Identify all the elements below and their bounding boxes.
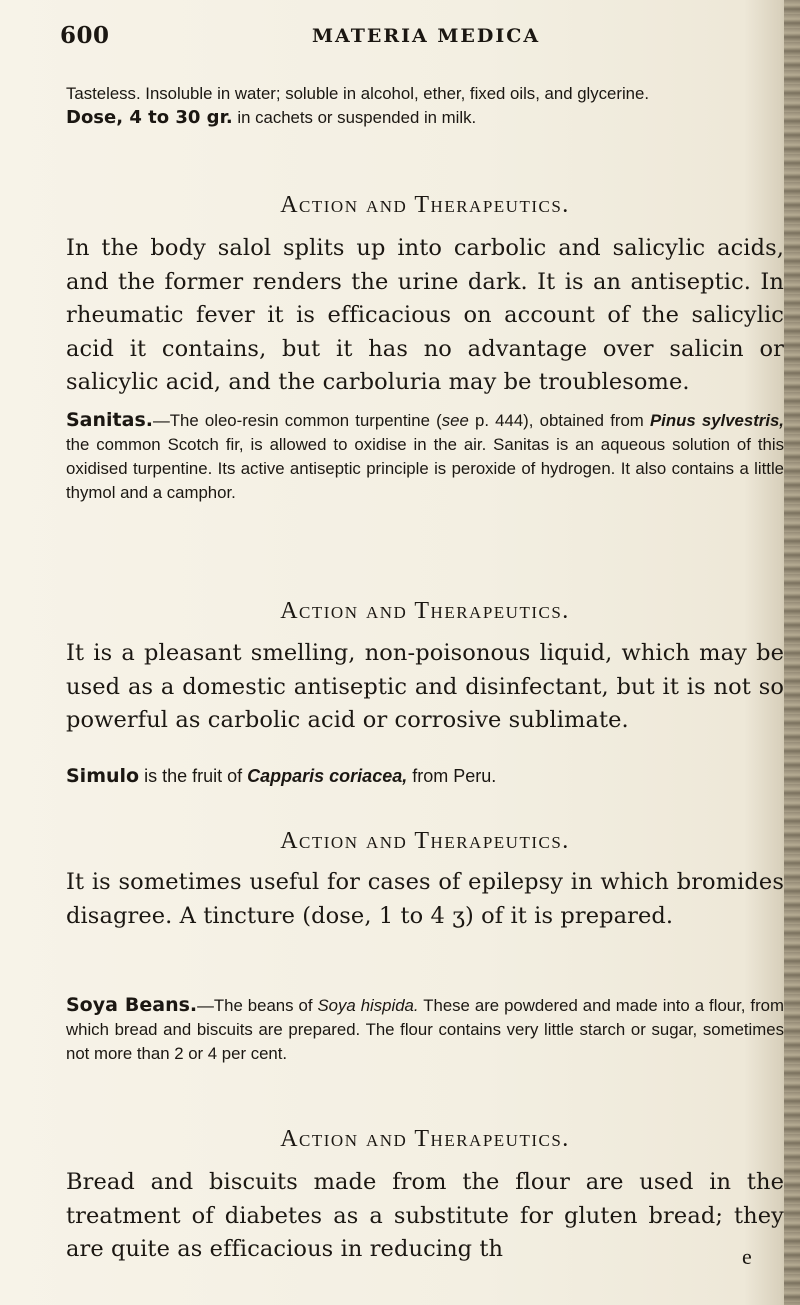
simulo-name: Simulo [66,765,140,787]
sanitas-desc-1: —The oleo-resin common turpentine ( [152,411,442,430]
sanitas-latin-name: Pinus sylvestris, [649,411,784,430]
salol-action-heading-block [66,190,784,220]
simulo-section [66,764,784,788]
sanitas-action-heading-block [66,596,784,626]
salol-action-body-block [66,232,784,400]
sanitas-name: Sanitas. [66,409,153,431]
running-title: MATERIA MEDICA [312,25,541,47]
simulo-action-heading-block [66,826,784,856]
sanitas-action-body: It is a pleasant smelling, non-poisonous liquid, which may be used as a domestic antiseptic and disinfectant, but it is not so powerful as carbolic acid or corrosive sublimate. [66,640,784,733]
soya-desc-1: —The beans of [197,996,318,1015]
soya-desc-2: These are powdered and made into a flour, from which bread and biscuits are prepared. The flour contains very little starch or sugar, sometimes not more than 2 or 4 per cent. [66,996,784,1063]
salol-section [66,82,784,130]
simulo-description [66,764,784,788]
soya-action-heading-block [66,1124,784,1154]
sanitas-action-body-block [66,637,784,738]
soya-action-body-block [66,1166,784,1267]
salol-dose-label: Dose, 4 to 30 gr. [66,107,233,128]
page-number: 600 [60,22,110,49]
salol-dose [66,106,784,130]
sanitas-desc-see: see [441,411,469,430]
simulo-action-body-block [66,866,784,933]
sanitas-section [66,408,784,505]
salol-action-heading: Action and Therapeutics. [280,192,570,218]
soya-latin-name: Soya hispida. [317,996,419,1015]
sanitas-desc-2: p. 444), obtained from [468,411,650,430]
simulo-desc-2: from Peru. [407,766,497,786]
soya-section [66,993,784,1066]
catchword: e [742,1244,752,1269]
sanitas-action-heading: Action and Therapeutics. [280,598,570,624]
simulo-action-body: It is sometimes useful for cases of epilepsy in which bromides disagree. A tincture (dose, 1 to 4 ʒ) of it is prepared. [66,869,784,929]
soya-action-heading: Action and Therapeutics. [280,1126,570,1152]
soya-description [66,993,784,1066]
simulo-desc-1: is the fruit of [139,766,248,786]
page-edge-shadow [784,0,800,1305]
salol-solubility: Tasteless. Insoluble in water; soluble in alcohol, ether, fixed oils, and glycerine. [66,84,650,103]
running-head [60,22,784,56]
soya-action-body: Bread and biscuits made from the flour are used in the treatment of diabetes as a substitute for gluten bread; they are quite as efficacious in reducing th [66,1169,784,1262]
salol-dose-text: in cachets or suspended in milk. [232,108,477,127]
sanitas-desc-3: the common Scotch fir, is allowed to oxidise in the air. Sanitas is an aqueous solution of this oxidised turpentine. Its active antiseptic principle is peroxide of hydrogen. It also contains a little thymol and a camphor. [66,435,784,502]
simulo-latin-name: Capparis coriacea, [247,766,408,786]
soya-name: Soya Beans. [66,994,198,1016]
simulo-action-heading: Action and Therapeutics. [280,828,570,854]
sanitas-description [66,408,784,505]
salol-action-body: In the body salol splits up into carbolic and salicylic acids, and the former renders the urine dark. It is an antiseptic. In rheumatic fever it is efficacious on account of the salicylic acid it contains, but it has no advantage over salicin or salicylic acid, and the carboluria may be troublesome. [66,235,784,395]
